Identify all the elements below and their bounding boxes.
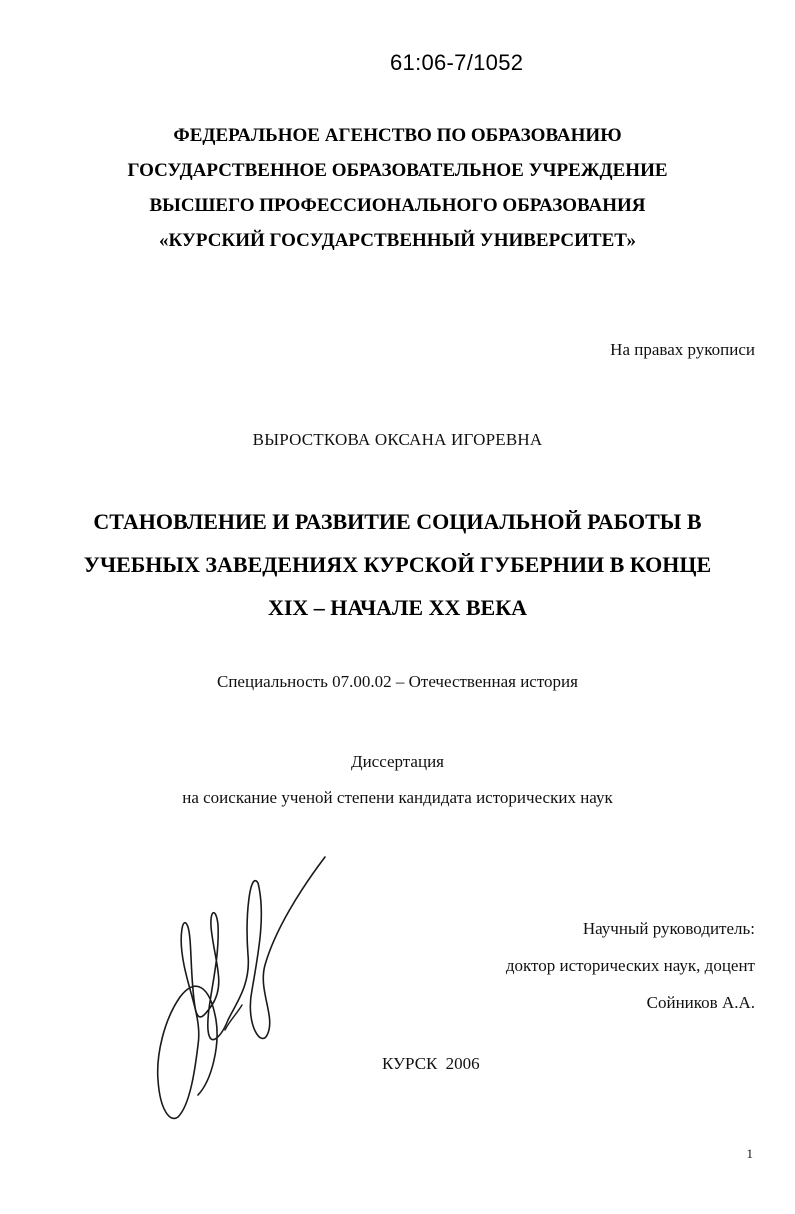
advisor-name: Сойников А.А. [646,993,755,1012]
dissertation-title [0,500,795,629]
manuscript-rights: На правах рукописи [610,340,755,359]
dissertation-kind: Диссертация [350,752,444,771]
organization-header [0,118,795,258]
organization-line: ФЕДЕРАЛЬНОЕ АГЕНСТВО ПО ОБРАЗОВАНИЮ [173,125,622,146]
author-name: ВЫРОСТКОВА ОКСАНА ИГОРЕВНА [252,430,543,449]
registry-code: 61:06-7/1052 [390,50,524,75]
page-number: 1 [746,1146,753,1161]
title-line: XIX – НАЧАЛЕ XX ВЕКА [267,595,528,620]
organization-line: «КУРСКИЙ ГОСУДАРСТВЕННЫЙ УНИВЕРСИТЕТ» [159,230,636,251]
specialty: Специальность 07.00.02 – Отечественная история [217,672,578,691]
title-line: УЧЕБНЫХ ЗАВЕДЕНИЯХ КУРСКОЙ ГУБЕРНИИ В КОНЦЕ [83,552,712,577]
signature-icon [150,855,340,1125]
scientific-advisor [506,910,755,1021]
advisor-degree: доктор исторических наук, доцент [505,956,755,975]
dissertation-purpose: на соискание ученой степени кандидата исторических наук [182,788,613,807]
organization-line: ГОСУДАРСТВЕННОЕ ОБРАЗОВАТЕЛЬНОЕ УЧРЕЖДЕНИЕ [127,160,668,181]
organization-line: ВЫСШЕГО ПРОФЕССИОНАЛЬНОГО ОБРАЗОВАНИЯ [149,195,646,216]
advisor-role: Научный руководитель: [582,919,755,938]
title-line: СТАНОВЛЕНИЕ И РАЗВИТИЕ СОЦИАЛЬНОЙ РАБОТЫ В [93,509,702,534]
city-year: КУРСК 2006 [382,1054,480,1073]
